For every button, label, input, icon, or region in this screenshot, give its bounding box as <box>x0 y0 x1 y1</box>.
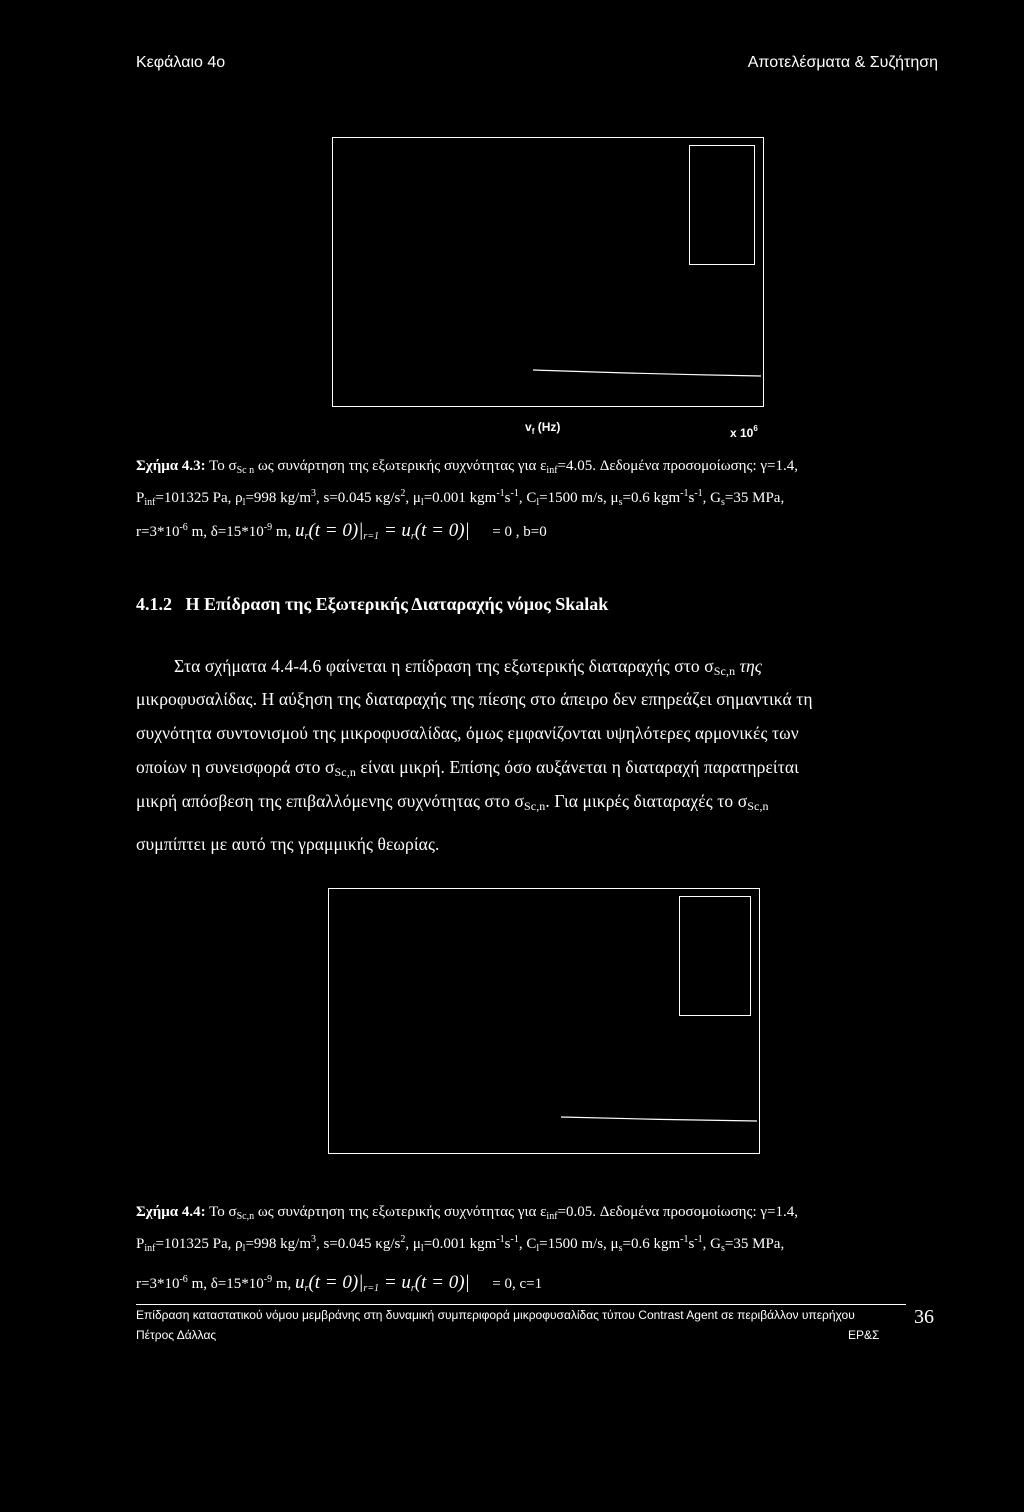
paragraph-line-2: μικροφυσαλίδας. Η αύξηση της διαταραχής της πίεσης στο άπειρο δεν επηρεάζει σημαντικά τη <box>136 689 813 709</box>
paragraph-line-3: συχνότητα συντονισμού της μικροφυσαλίδας, όμως εμφανίζονται υψηλότερες αρμονικές των <box>136 723 799 743</box>
section-heading <box>136 594 608 615</box>
figure-4-3-xlabel: $v_f$ (Hz) <box>525 420 561 436</box>
paragraph-line-5: μικρή απόσβεση της επιβαλλόμενης συχνότητας στο $\sigma_{Sc,n}$. Για μικρές διαταραχές το $\sigma_{Sc,n}$ <box>136 791 769 813</box>
figure-4-3-caption-line-2: $P_{inf}=101325$ Pa, $\rho_l=998$ $kg/m^3$, s=0.045 $\kappa g/s^2$, $\mu_l=0.001$ $kgm^{-1}s^{-1}$, $C_l=1500$ m/s, $\mu_s=0.6$ $kgm^{-1}s^{-1}$, $G_s=35$ MPa, <box>136 488 785 508</box>
paragraph-line-6: συμπίπτει με αυτό της γραμμικής θεωρίας. <box>136 834 440 854</box>
figure-4-3-caption-line-3: $r=3*10^{-6}$ m, $\delta=15*10^{-9}$ m, $u_r(t = 0)|_{r=1} = u_r(t = 0)|$ = 0 , b=0 <box>136 520 547 542</box>
footer-title: Επίδραση καταστατικού νόμου μεμβράνης στη δυναμική συμπεριφορά μικροφυσαλίδας τύπου Contrast Agent σε περιβάλλον υπερήχου <box>136 1308 855 1322</box>
figure-4-4-caption-line-1: Σχήμα 4.4: Το $\sigma_{Sc,n}$ ως συνάρτηση της εξωτερικής συχνότητας για $\varepsilon_{inf}=0.05$. Δεδομένα προσομοίωσης: γ=1.4, <box>136 1204 798 1222</box>
figure-4-3-caption-line-1: Σχήμα 4.3: Το $\sigma_{Sc n}$ ως συνάρτηση της εξωτερικής συχνότητας για $\varepsilon_{inf}=4.05$. Δεδομένα προσομοίωσης: γ=1.4, <box>136 458 798 476</box>
paragraph-line-4: οποίων η συνεισφορά στο $\sigma_{Sc,n}$ είναι μικρή. Επίσης όσο αυξάνεται η διαταραχή παρατηρείται <box>136 757 799 779</box>
figure-4-4-caption-line-3: $r=3*10^{-6}$ m, $\delta=15*10^{-9}$ m, $u_r(t = 0)|_{r=1} = u_r(t = 0)|$ = 0, c=1 <box>136 1272 543 1294</box>
figure-4-4-caption-line-2: $P_{inf}=101325$ Pa, $\rho_l=998$ $kg/m^3$, s=0.045 $\kappa g/s^2$, $\mu_l=0.001$ $kgm^{-1}s^{-1}$, $C_l=1500$ m/s, $\mu_s=0.6$ $kgm^{-1}s^{-1}$, $G_s=35$ MPa, <box>136 1234 785 1254</box>
footer-dept: ΕΡ&Σ <box>848 1328 880 1342</box>
section-number: 4.1.2 <box>136 594 172 614</box>
section-title: Η Επίδραση της Εξωτερικής Διαταραχής νόμος Skalak <box>185 594 609 614</box>
figure-4-3-curve <box>333 138 763 406</box>
page-number: 36 <box>914 1306 934 1328</box>
chapter-header: Κεφάλαιο 4ο <box>136 54 226 71</box>
footer-rule <box>136 1304 906 1305</box>
figure-4-4-curve <box>329 889 759 1153</box>
figure-4-3-plot <box>332 137 764 407</box>
footer-author: Πέτρος Δάλλας <box>136 1328 217 1342</box>
figure-4-4-plot <box>328 888 760 1154</box>
figure-4-3-xscale: x $10^6$ <box>730 424 758 440</box>
section-header: Αποτελέσματα & Συζήτηση <box>747 54 938 71</box>
paragraph-line-1: Στα σχήματα 4.4-4.6 φαίνεται η επίδραση της εξωτερικής διαταραχής στο $\sigma_{Sc,n}$ της <box>174 656 762 678</box>
